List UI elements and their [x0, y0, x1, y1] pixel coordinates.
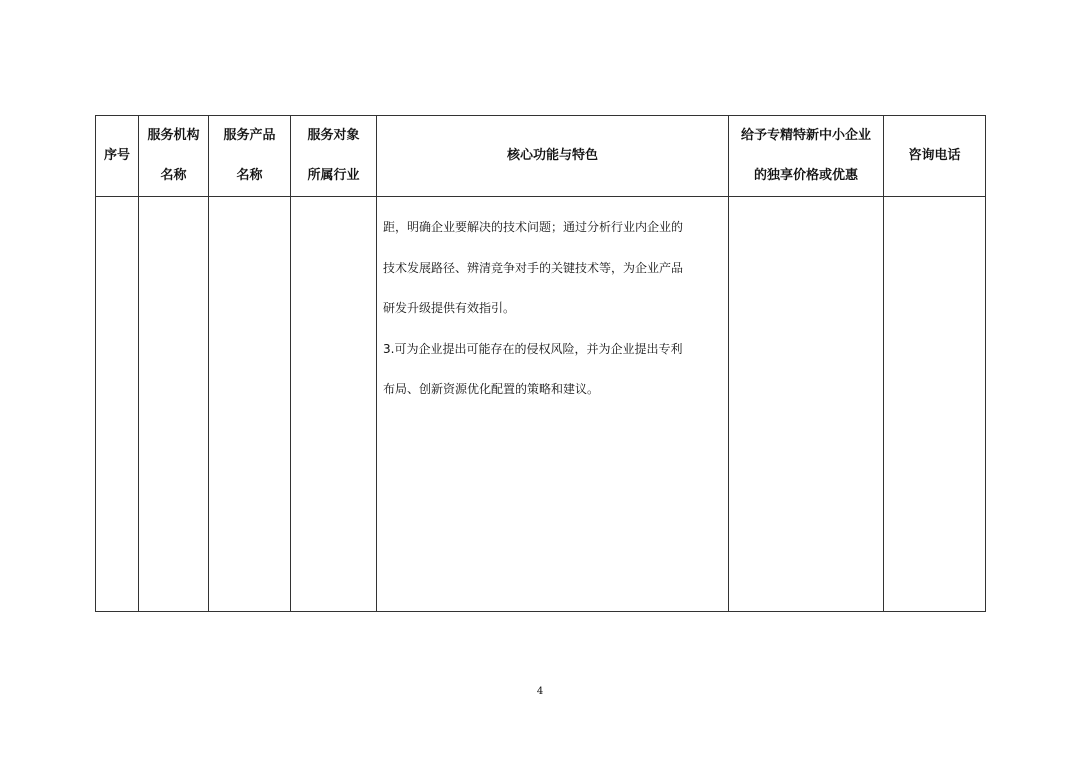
header-industry-line-2: 所属行业 [307, 168, 360, 183]
cell-features [377, 197, 729, 612]
header-provider [139, 116, 209, 197]
cell-discount [729, 197, 884, 612]
header-features-line-1: 核心功能与特色 [506, 148, 598, 163]
header-industry [291, 116, 377, 197]
feature-line-3: 研发升级提供有效指引。 [383, 301, 516, 315]
table-row [96, 197, 986, 612]
cell-product [209, 197, 291, 612]
feature-line-5: 布局、创新资源优化配置的策略和建议。 [383, 382, 600, 396]
feature-line-1: 距，明确企业要解决的技术问题；通过分析行业内企业的 [383, 220, 684, 234]
cell-phone [884, 197, 986, 612]
header-discount-line-2: 的独享价格或优惠 [753, 168, 858, 183]
cell-provider [139, 197, 209, 612]
page-number: 4 [536, 686, 544, 697]
header-serial [96, 116, 139, 197]
header-row [96, 116, 986, 197]
service-table [95, 115, 986, 612]
header-phone [884, 116, 986, 197]
header-phone-line-1: 咨询电话 [908, 148, 961, 163]
feature-line-2: 技术发展路径、辨清竞争对手的关键技术等，为企业产品 [383, 260, 684, 275]
feature-line-4: 3.可为企业提出可能存在的侵权风险，并为企业提出专利 [383, 341, 683, 356]
cell-industry [291, 197, 377, 612]
header-product-line-1: 服务产品 [223, 128, 276, 143]
header-industry-line-1: 服务对象 [307, 128, 360, 143]
header-serial-line-1: 序号 [103, 148, 130, 163]
header-product [209, 116, 291, 197]
header-provider-line-2: 名称 [160, 168, 187, 183]
cell-serial [96, 197, 139, 612]
header-features [377, 116, 729, 197]
header-discount-line-1: 给予专精特新中小企业 [740, 128, 871, 143]
header-product-line-2: 名称 [236, 168, 263, 183]
header-provider-line-1: 服务机构 [147, 128, 200, 143]
header-discount [729, 116, 884, 197]
